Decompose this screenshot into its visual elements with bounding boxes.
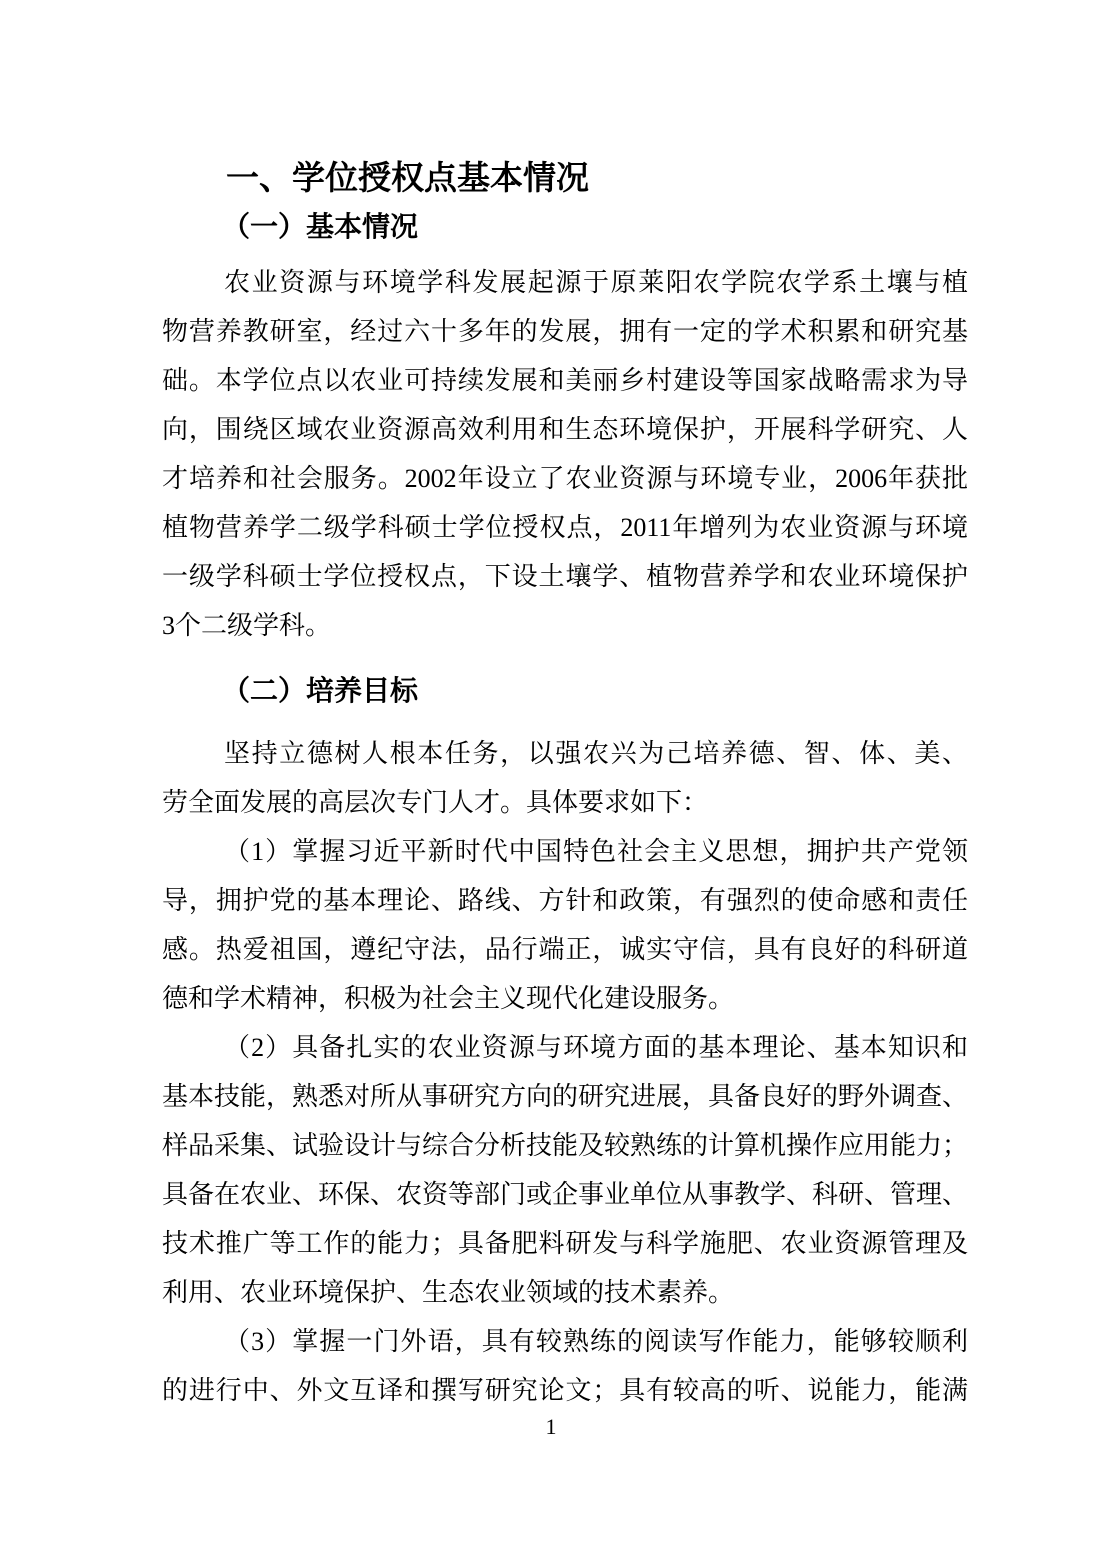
text-line: 一级学科硕士学位授权点，下设土壤学、植物营养学和农业环境保护 xyxy=(162,562,968,591)
paragraph-requirement-3 xyxy=(162,1317,968,1415)
paragraph-requirement-1 xyxy=(162,827,968,1023)
section-title-training-goals: （二）培养目标 xyxy=(222,675,419,706)
text-line: 3个二级学科。 xyxy=(162,611,332,640)
text-line: 导，拥护党的基本理论、路线、方针和政策，有强烈的使命感和责任 xyxy=(162,886,968,915)
text-line: 劳全面发展的高层次专门人才。具体要求如下： xyxy=(162,788,709,817)
text-line: 感。热爱祖国，遵纪守法，品行端正，诚实守信，具有良好的科研道 xyxy=(162,935,968,964)
text-line: （1）掌握习近平新时代中国特色社会主义思想，拥护共产党领 xyxy=(224,837,968,866)
text-line: 物营养教研室，经过六十多年的发展，拥有一定的学术积累和研究基 xyxy=(162,317,968,346)
text-line: （3）掌握一门外语，具有较熟练的阅读写作能力，能够较顺利 xyxy=(224,1327,968,1356)
text-line: 利用、农业环境保护、生态农业领域的技术素养。 xyxy=(162,1278,735,1307)
text-line: （2）具备扎实的农业资源与环境方面的基本理论、基本知识和 xyxy=(224,1033,968,1062)
paragraph-overview xyxy=(162,258,968,650)
page-number: 1 xyxy=(545,1414,557,1439)
text-line: 样品采集、试验设计与综合分析技能及较熟练的计算机操作应用能力； xyxy=(162,1131,969,1160)
text-line: 才培养和社会服务。2002年设立了农业资源与环境专业，2006年获批 xyxy=(162,464,968,493)
text-line: 础。本学位点以农业可持续发展和美丽乡村建设等国家战略需求为导 xyxy=(162,366,968,395)
text-line: 坚持立德树人根本任务，以强农兴为己培养德、智、体、美、 xyxy=(224,739,968,768)
text-line: 技术推广等工作的能力；具备肥料研发与科学施肥、农业资源管理及 xyxy=(162,1229,968,1258)
text-line: 植物营养学二级学科硕士学位授权点，2011年增列为农业资源与环境 xyxy=(162,513,968,542)
text-line: 向，围绕区域农业资源高效利用和生态环境保护，开展科学研究、人 xyxy=(162,415,968,444)
paragraph-requirement-2 xyxy=(162,1023,968,1317)
document-content xyxy=(162,0,968,1415)
text-line: 具备在农业、环保、农资等部门或企事业单位从事教学、科研、管理、 xyxy=(162,1180,969,1209)
section-title-basic-situation: （一）基本情况 xyxy=(222,211,419,242)
text-line: 德和学术精神，积极为社会主义现代化建设服务。 xyxy=(162,984,735,1013)
paragraph-goal-intro xyxy=(162,729,968,827)
text-line: 农业资源与环境学科发展起源于原莱阳农学院农学系土壤与植 xyxy=(224,268,968,297)
text-line: 的进行中、外文互译和撰写研究论文；具有较高的听、说能力，能满 xyxy=(162,1376,968,1405)
text-line: 基本技能，熟悉对所从事研究方向的研究进展，具备良好的野外调查、 xyxy=(162,1082,969,1111)
main-heading: 一、学位授权点基本情况 xyxy=(226,159,589,196)
